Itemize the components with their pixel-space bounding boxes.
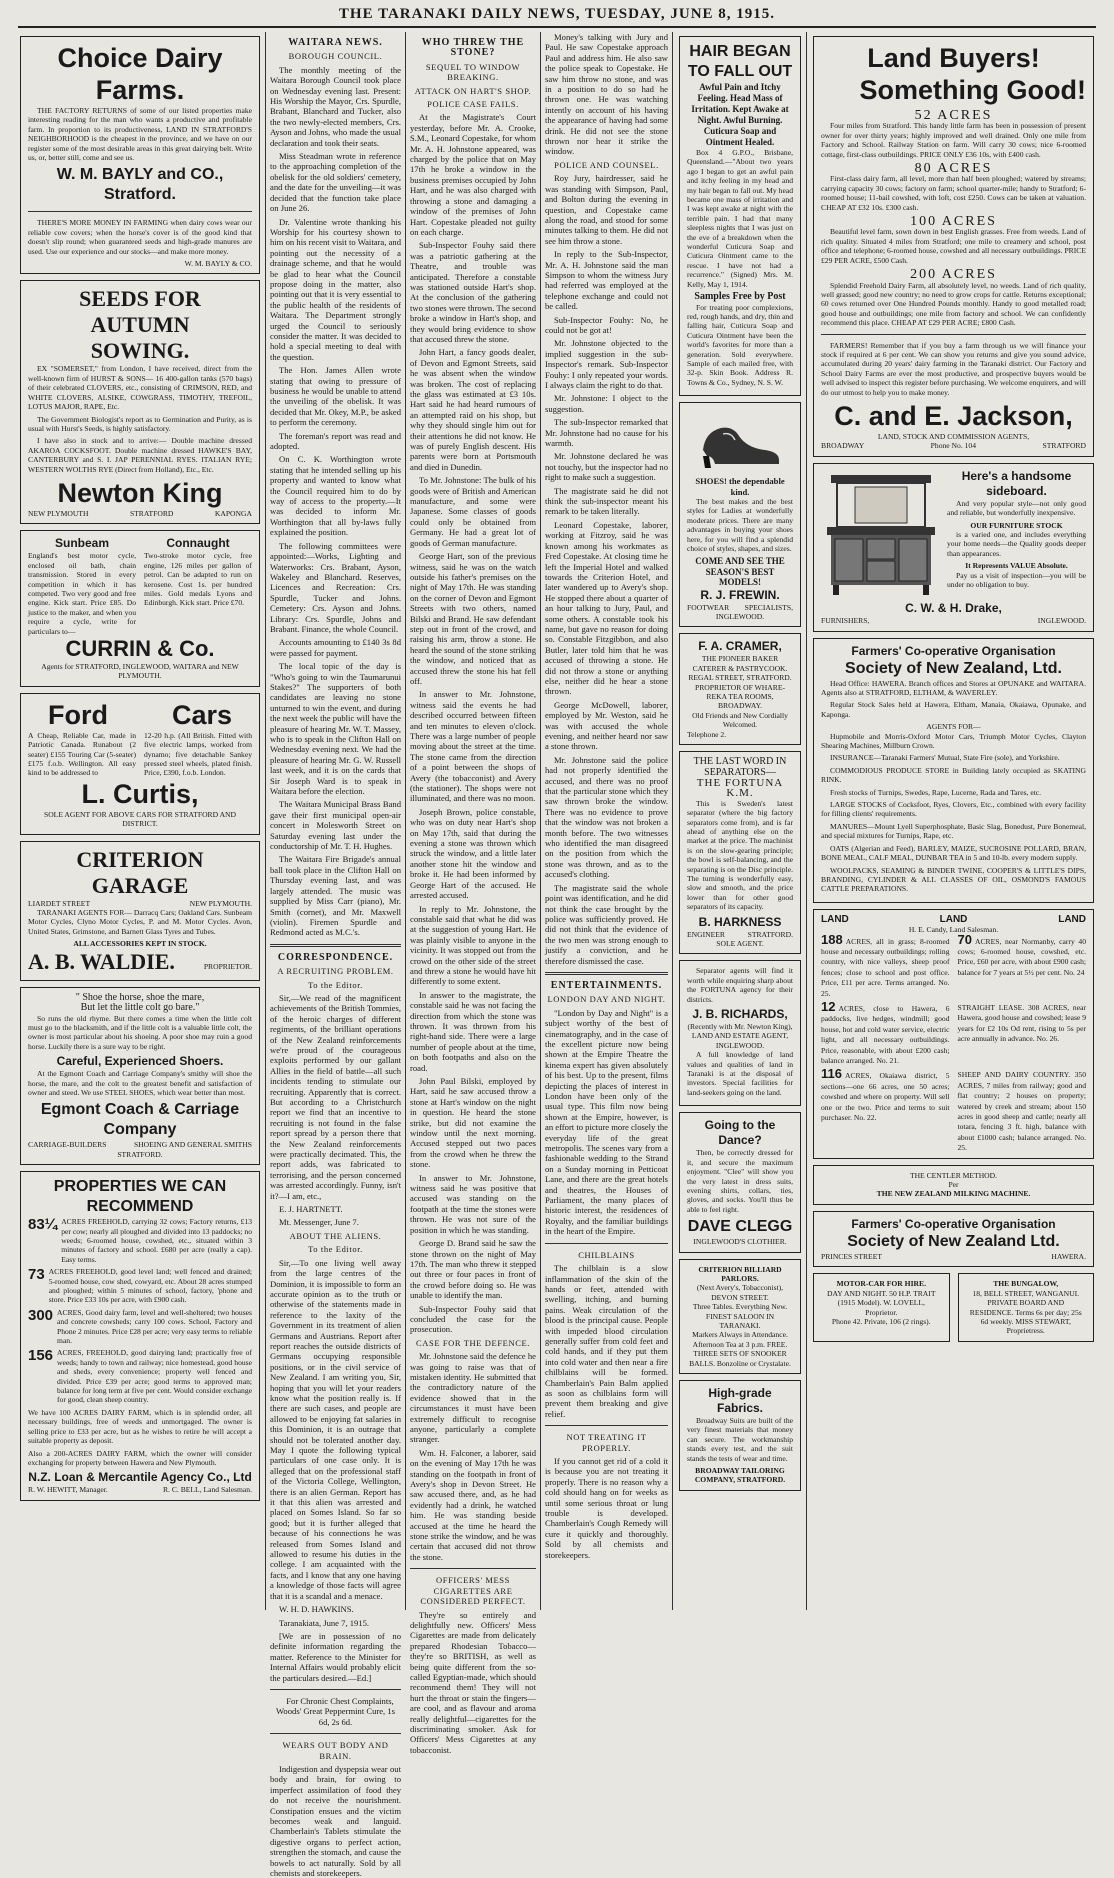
paragraph: George D. Brand said he saw the stone thrown on the night of May 17th. The man who threw it stepped out three or four paces in front of the crowd before doing so. He was unable to identify the man. xyxy=(410,1238,536,1301)
ad-title: SOWING. xyxy=(90,338,190,364)
ad-candy-land xyxy=(813,909,1094,1159)
ad-body: TARANAKI AGENTS FOR— Darracq Cars; Oakland Cars. Sunbeam Motor Cycles, Clyno Motor Cycles, P. and M. Motor Cycles. Avon, United States, Grimstone, and Barnett Glass Tyres and Tubes. xyxy=(28,908,252,936)
tag: CARRIAGE-BUILDERS xyxy=(28,1140,107,1150)
paragraph: Money's talking with Jury and Paul. He saw Copestake approach Paul and address him. He also saw the police speak to Copestake. He saw him throw no stone, and was in a position to do so had he thrown one. He was watching intently on account of his having the appearance of having had some drink. He did not see the stone thrown nor hear it strike the window. xyxy=(545,32,668,157)
ad-title: THE BUNGALOW, xyxy=(993,1279,1059,1289)
ad-stock: ALL ACCESSORIES KEPT IN STOCK. xyxy=(73,939,207,949)
paragraph: In reply to Mr. Johnstone, the constable said that what he did was at the suggestion of young Hart. He was plainly visible to anyone in the vicinity. It was stopped out from the crowd on the other side of the street and threw a stone he would have hit differently to some extent. xyxy=(410,903,536,987)
land-acres: 70 xyxy=(957,931,972,947)
ad-sign: W. M. BAYLY & CO. xyxy=(184,259,252,269)
ad-title: TO FALL OUT xyxy=(687,63,793,80)
article-body xyxy=(545,32,668,157)
paragraph: The monthly meeting of the Waitara Borough Council took place on Wednesday evening last. Present: His Worship the Mayor, Crs. Spurdle, Brabant, Blanchard and Tucker, also the two newly-elected members, Crs. Ayson and Johns, who made the usual declaration and took their seats. xyxy=(270,64,401,148)
ad-body: For treating poor complexions, red, rough hands, and dry, thin and falling hair, Cuticura Soap and Cuticura Ointment have been the world's favorites for more than a generation. Sold everywhere. Sample of each mailed free, with 32-p. Skin Book. Address R. Towns & Co., Sydney, N. S. W. xyxy=(687,302,793,387)
column-6 xyxy=(811,32,1096,1610)
ad-body: The best makes and the best styles for Ladies at wonderfully moderate prices. There are many advantages in buying your shoes here, for you will find a splendid choice of styles, shapes, and sizes. xyxy=(687,496,793,553)
paragraph: Roy Jury, hairdresser, said he was standing with Simpson, Paul, and Bolton during the evening in question, and Copestake came along the road, and stood for some minutes talking to them. He did not see him throw a stone. xyxy=(545,173,668,246)
ad-body: 12-20 h.p. (All British. Fitted with five electric lamps, worked from dynamo; five detachable Sankey pressed steel wheels, plated finish. Price, £390, f.o.b. London. xyxy=(144,730,252,778)
paragraph: WOOLPACKS, SEAMING & BINDER TWINE, COOPER'S & LITTLE'S DIPS, BRANDING, CYLINDER & ALL CLASSES OF OIL, OSMOND'S FAMOUS CATTLE PREPARATIONS. xyxy=(821,865,1086,894)
ad-title: Farmers' Co-operative Organisation xyxy=(851,1216,1056,1231)
agency-list xyxy=(821,732,1086,894)
paragraph: Sub-Inspector Fouhy said there was a patriotic gathering at the Theatre, and trouble was anticipated. Therefore a constable was stationed outside Hart's shop. At the conclusion of the gathering two stones were thrown. The second broke a window in Hart's shop, and they would bring evidence to show that accused threw the stone. xyxy=(410,240,536,344)
ad-body: This is Sweden's latest separator (where the big factory separators come from), and is far ahead of anything else on the market at the price. The machinist is on the slow-gearing principle; the bowl is self-balancing, and the separating is on the Disc principle. The turning is wonderfully easy, slow and smooth, and the price lower than for other good separators of its capacity. xyxy=(687,798,793,912)
paragraph: The magistrate said the whole point was identification, and he did not think the case brought by the police was sufficiently proved. He did not think that the evidence of the two men was strong enough to justify a conviction, and he therefore dismissed the case. xyxy=(545,882,668,966)
ad-phone: Phone 42. Private, 106 (2 rings). xyxy=(831,1316,931,1326)
farm-text: First-class dairy farm, all level, more than half been ploughed; watered by streams; carrying capacity 30 cows; factory on farm; school quarter-mile; handy to Stratford; 6-roomed house; 11-bail cowshed, with loft, cost £250. Cows can be taken at valuation. CHEAP AT £32 10s. £300 cash. xyxy=(821,174,1086,212)
ad-body: 18, BELL STREET, WANGANUI. PRIVATE BOARD AND RESIDENCE. Terms 6s per day; 25s 6d weekly. MISS STEWART, Proprietress. xyxy=(969,1288,1082,1336)
paragraph: INSURANCE—Taranaki Farmers' Mutual, State Fire (sole), and Yorkshire. xyxy=(830,753,1060,763)
land-acres: 116 xyxy=(821,1066,842,1082)
ad-firm: B. HARKNESS xyxy=(698,914,782,929)
ad-line: LAND AND ESTATE AGENT, INGLEWOOD. xyxy=(691,1031,789,1050)
paragraph: Mr. Johnstone said the police had not properly identified the accused, and there was no proof that the particular stone which they saw thrown broke the window. There was no evidence to prove that the window was not broken a month before. The two witnesses who identified the man disagreed on the position from which the stone was thrown, and as to the accused's clothing. xyxy=(545,754,668,880)
ad-body: Separator agents will find it worth while enquiring sharp about the FORTUNA agency for their districts. xyxy=(687,966,793,1004)
ad-body: DAY AND NIGHT. 50 H.P. TRAIT (1915 Model). W. LOVELL, Proprietor. xyxy=(827,1288,936,1317)
ad-firm: W. M. BAYLY and CO., Stratford. xyxy=(56,166,224,204)
paragraph: In answer to the magistrate, the constable said he was not facing the direction from which the stone was thrown. It was thrown from his right-hand side. There were a large number of people about at the time, on both footpaths and also on the road. xyxy=(410,989,536,1073)
ad-firm: DAVE CLEGG xyxy=(687,1218,793,1236)
paragraph: E. J. HARTNETT. xyxy=(279,1204,343,1215)
article-body xyxy=(410,112,536,1334)
paragraph: LARGE STOCKS of Cocksfoot, Ryes, Clovers, Etc., combined with every facility for filling clients' requirements. xyxy=(821,800,1086,819)
ad-bungalow xyxy=(958,1273,1095,1341)
farm-title: 100 ACRES xyxy=(910,214,997,230)
property-acres: 83¼ xyxy=(28,1216,58,1234)
ad-line: REGAL STREET, STRATFORD. xyxy=(688,673,792,683)
paragraph: OATS (Algerian and Feed), BARLEY, MAIZE, SUCROSINE POLLARD, BRAN, BONE MEAL, CALF MEAL, DUNBAR TEA in 5 and 10-lb. every modern supply. xyxy=(821,843,1086,863)
ad-line: (Recently with Mr. Newton King), xyxy=(687,1022,793,1032)
property-item xyxy=(28,1267,252,1305)
paragraph: At the Magistrate's Court yesterday, before Mr. A. Crooke, S.M., Leonard Copestake, for whom Mr. A. H. Johnstone appeared, was charged by the police that on May 17th he broke a window in the business premises occupied by John Hart, and he was also charged with throwing a stone and damaging a window of the premises of John Hart. Copestake pleaded not guilty on each charge. xyxy=(410,112,536,237)
ad-line: (Next Avery's, Tobacconist), xyxy=(696,1283,784,1293)
quote: But let the little colt go bare." xyxy=(80,1002,200,1014)
ad-body: And very popular style—not only good and reliable, but wonderfully inexpensive. xyxy=(947,498,1086,518)
ad-phone: Telephone 2. xyxy=(687,729,727,739)
ad-body: is a varied one, and includes everything your home needs—the Quality goods deeper than appearances. xyxy=(947,530,1086,558)
property-item xyxy=(28,1408,252,1446)
town: STRATFORD. xyxy=(747,929,793,939)
column-rule xyxy=(540,32,541,1610)
candy-list xyxy=(821,931,1086,1153)
article-body xyxy=(270,1258,401,1628)
farm-title: 200 ACRES xyxy=(910,267,997,283)
ad-body: Two-stroke motor cycle, free engine, 126 miles per gallon of petrol. Can be adapted to run on kerosene. Cost 1s. per hundred miles. Gold medals Lyons and Edinburgh. Kick start. Price £70. xyxy=(144,551,252,608)
ad-title: Going to the Dance? xyxy=(704,1118,776,1148)
land-item xyxy=(821,998,950,1065)
property-text: We have 100 ACRES DAIRY FARM, which is in splendid order, all necessary buildings, free of weeds and unmortgaged. The owner is selling price to £33 per acre, but as he wishes to retire he will accept a suitable property as deposit. xyxy=(28,1407,252,1446)
ad-title: Society of New Zealand Ltd. xyxy=(847,1232,1060,1250)
farm-title: 52 ACRES xyxy=(914,108,993,123)
paragraph: MANURES—Mount Lyell Superphosphate, Basic Slag, Bonedust, Pure Bonemeal, and special mixtures for Turnips, Rape, etc. xyxy=(821,821,1086,841)
ad-subtitle: AGENTS FOR— xyxy=(926,722,981,732)
section-subtitle: OFFICERS' MESS CIGARETTES ARE CONSIDERED PERFECT. xyxy=(420,1575,526,1607)
section-subtitle: LONDON DAY AND NIGHT. xyxy=(547,994,666,1005)
paragraph: Mr. Johnstone objected to the implied suggestion in the sub-Inspector's remark. Sub-Inspector Fouhy: I only repeated your words. I always claim the right to do that. xyxy=(545,338,668,390)
paragraph: Mr. Johnstone said the defence he was going to raise was that of mistaken identity. He submitted that the contradictory nature of the evidence showed that in the circumstances it must have been extremely difficult to recognise anyone, particularly a complete stranger. xyxy=(410,1351,536,1445)
ad-caption: SHOES! the dependable kind. xyxy=(695,476,785,497)
paragraph: Mt. Messenger, June 7. xyxy=(279,1217,359,1228)
town: INGLEWOOD. xyxy=(1037,616,1086,626)
to-editor: To the Editor. xyxy=(308,1244,363,1255)
article-body xyxy=(270,65,401,938)
town: STRATFORD. xyxy=(117,1149,163,1159)
cough-ad: For Chronic Chest Complaints, Woods' Great Peppermint Cure, 1s 6d, 2s 6d. xyxy=(276,1695,395,1727)
ad-line: Per xyxy=(948,1180,959,1190)
masthead-rule xyxy=(18,26,1096,28)
property-text: Also a 200-ACRES DAIRY FARM, which the owner will consider exchanging for property between Hawera and New Plymouth. xyxy=(28,1448,252,1467)
column-rule xyxy=(265,32,266,1610)
town: KAPONGA xyxy=(214,508,252,518)
column-rule xyxy=(405,32,406,1610)
ad-body: FARMERS! Remember that if you buy a farm through us we will finance your stock if required at 6 per cent. We can show you returns and give you sound advice, accumulated during 20 years' dairy farming in the Taranaki district. Our Factory and School Dairy Farms are ever the most productive, and prospective buyers would be well advised to inspect this register before purchasing. We welcome enquirers, and will do our utmost to help you to make money. xyxy=(821,340,1086,397)
ad-firm: Newton King xyxy=(57,477,223,508)
ad-title: Choice Dairy Farms. xyxy=(57,43,223,105)
ad-firm: J. B. RICHARDS, xyxy=(692,1007,788,1022)
property-text: ACRES, FREEHOLD, good dairying land; practically free of weeds; handy to town and railway; nice homestead, good house and sheds, every convenience; property well fenced and divided. Price £39 per acre; good terms to approved man; balance for long term at five per cent. Would consider exchange for good, clean sheep country. xyxy=(57,1348,252,1405)
land-acres: 188 xyxy=(821,931,843,947)
article-body: "London by Day and Night" is a subject worthy of the best of cinematography, and in the case of the excellent picture now being shown at the Empire Theatre the kinema expert has given absolutely of his best. Up to the present, films depicting the places of interest in London have been only of the usual type. This film now being shown at the Empire, however, is an effort to picture more closely the everyday life of the great metropolis. The scenes vary from a fashionable wedding to the Strand on a Sunday morning in Petticoat Lane, and there are the great hotels and theatres, the Houses of Parliament, the many places of historic interest, the residences of Royalty, and the familiar buildings in the heart of the Empire. xyxy=(545,1007,668,1237)
ad-title: PROPERTIES WE CAN RECOMMEND xyxy=(53,1178,227,1216)
ad-subtitle: Careful, Experienced Shoers. xyxy=(56,1054,224,1069)
paragraph: Accounts amounting to £140 3s 8d were passed for payment. xyxy=(270,637,401,658)
ad-title: CRITERION BILLIARD PARLORS. xyxy=(698,1264,782,1283)
land-label: LAND xyxy=(821,913,849,925)
ad-body: A full knowledge of land values and qualities of land in Taranaki is at the disposal of investors. Special facilities for land-seekers going on the land. xyxy=(687,1050,793,1097)
ad-frewin-shoes xyxy=(679,402,801,627)
section-subtitle: CASE FOR THE DEFENCE. xyxy=(416,1337,530,1348)
section-title: WHO THREW THE STONE? xyxy=(421,37,525,59)
paragraph: To Mr. Johnstone: The bulk of his goods were of British and American manufacture, and some were Japanese. Some classes of goods could only be obtained from Germany. He had a great lot of goods of German manufacture. xyxy=(410,475,536,548)
ad-title: CRITERION GARAGE xyxy=(76,846,204,898)
column-rule xyxy=(672,32,673,1610)
paragraph: John Paul Bilski, employed by Hart, said he saw accused throw a stone at Hart's window on the night in question. He heard the stone strike, but did not examine the window until the next morning. Accused stepped out two paces from the crowd when he threw the stone. xyxy=(410,1076,536,1170)
section-subtitle: ATTACK ON HART'S SHOP. xyxy=(414,85,532,96)
town: STRATFORD xyxy=(1042,441,1086,451)
ad-subtitle: OUR FURNITURE STOCK xyxy=(970,520,1063,530)
paragraph: Hupmobile and Morris-Oxford Motor Cars, Triumph Motor Cycles, Clayton Shearing Machines, Millburn Crown. xyxy=(821,731,1086,751)
ad-criterion-garage xyxy=(20,841,260,981)
column-2 xyxy=(270,32,401,1878)
street: BROADWAY xyxy=(821,441,865,451)
shoe-icon xyxy=(687,412,793,472)
property-item xyxy=(28,1217,252,1264)
section-title: WAITARA NEWS. xyxy=(288,37,383,48)
ad-title: Farmers' Co-operative Organisation xyxy=(851,643,1056,658)
ad-agent: SOLE AGENT FOR ABOVE CARS FOR STRATFORD AND DISTRICT. xyxy=(43,809,237,829)
ad-line: THREE SETS OF SNOOKER BALLS. Bonzoline or Crystalate. xyxy=(689,1349,791,1368)
paragraph: Sir,—We read of the magnificent achievements of the British Tommies, of the heroic charges of different regiments, of the brilliant operations of the New Zealand reinforcements we're proud of the courageous exploits performed by our gallant Allies in the field of battle—all such incidents tending to stimulate our recruiting. Apparently that is correct. But according to a Christchurch report we find that an incentive to recruiting is not found in the false report spread by a person there that the New Zealand reinforcements were practically decimated. This, the report adds, was fabricated to terrorising, and the person concerned was arrested accordingly. Funny, isn't it?—I am, etc., xyxy=(270,992,401,1201)
property-item xyxy=(28,1348,252,1404)
ad-farmers-coop xyxy=(813,638,1094,903)
paragraph: Joseph Brown, police constable, who was on duty near Hart's shop on May 17th, said that during the evening a stone was thrown which struck the window, and a little later another stone hit the window and broke it. He had been informed by George Hart of the accused. He arrested accused. xyxy=(410,806,536,901)
ad-title: Here's a handsome sideboard. xyxy=(961,468,1072,498)
tag: SPECIALISTS, xyxy=(744,602,793,612)
farm-text: Splendid Freehold Dairy Farm, all absolutely level, no weeds. Land of rich quality, well grassed; good new country; no need to grow crops for cattle. Returns exceptional; 60 cows returned over One Hundred Pounds monthly. Handy to good metalled road; good house and outbuildings; one mile from factory and school. We can confidently recommend this place. CHEAP AT £29 PER ACRE; £800 Cash. xyxy=(821,280,1086,328)
property-text: ACRES FREEHOLD, good level land; well fenced and drained; 5-roomed house, cow shed, cowyard, etc. About 28 acres stumped and ploughed; within 5 minutes of school, factory, 'phone and store. Price £33 10s per acre, with £900 cash. xyxy=(48,1267,252,1305)
land-item xyxy=(957,931,1087,998)
ad-ford-cars xyxy=(20,693,260,835)
column-4 xyxy=(545,32,668,1610)
property-item xyxy=(28,1308,252,1346)
ad-title: Land Buyers! xyxy=(867,43,1040,73)
land-text: SHEEP AND DAIRY COUNTRY. 350 ACRES, 7 miles from railway; good and flat country; 2 houses on property; watered by creek and stream; about 150 acres in good sheep and cattle; nearly all totara, fencing 3 ft. high, balance with about £1000 cash; balance arranged. No. 25. xyxy=(957,1070,1086,1153)
land-text: ACRES, near Normanby, carry 40 cows; 6-roomed house, cowshed, etc. Price, £60 per acre, with about £900 cash; balance for 7 years at 5½ per cent. No. 24 xyxy=(957,936,1086,977)
ad-body: Regular Stock Sales held at Hawera, Eltham, Manaia, Okaiawa, Opunake, and Kaponga. xyxy=(821,700,1086,719)
ad-title: Society of New Zealand, Ltd. xyxy=(845,659,1062,677)
paragraph: Taranakiata, June 7, 1915. xyxy=(279,1617,370,1628)
section-subtitle: CHILBLAINS xyxy=(578,1249,635,1260)
section-subtitle: BOROUGH COUNCIL. xyxy=(288,51,383,62)
tag: SHOEING AND GENERAL SMITHS xyxy=(133,1140,252,1150)
paragraph: Wm. H. Falconer, a laborer, said on the evening of May 17th he was standing on the footpath in front of Avery's shop in Devon Street. He saw accused there, and, as he had evidently had a drink, he watched him. He was standing beside accused at the time he heard the stone strike the window, and he was certain that accused did not throw the stone. xyxy=(410,1447,536,1562)
ad-title: Connaught xyxy=(166,536,230,551)
ad-firm: C. W. & H. Drake, xyxy=(905,601,1002,616)
paragraph: Mr. Johnstone: I object to the suggestion. xyxy=(545,393,668,414)
ad-line: FINEST SALOON IN TARANAKI. xyxy=(705,1311,775,1330)
article-body: The chilblain is a slow inflammation of the skin of the hands or feet, attended with swelling, itching, and burning pains. Weak circulation of the blood is the principal cause. People with impeded blood circulation generally suffer from cold feet and cold hands, and if they put them into cold water and then near a fire chilblains will be formed. Chamberlain's Pain Balm applied as soon as chilblains form will prevent them breaking and give relief. xyxy=(545,1263,668,1419)
paragraph: Fresh stocks of Turnips, Swedes, Rape, Lucerne, Rada and Tares, etc. xyxy=(830,787,1042,797)
column-rule xyxy=(806,32,807,1610)
paragraph: In answer to Mr. Johnstone, witness said he was positive that accused was standing on the footpath at the time the stones were thrown. He was not sure of the position in which he was standing. xyxy=(410,1172,536,1235)
town: INGLEWOOD. xyxy=(715,612,765,622)
editor-note: [We are in possession of no definite information regarding the matter. Reference to the Minister for Internal Affairs would probably elicit the particulars desired.—Ed.] xyxy=(270,1630,401,1683)
ad-broadway-tailoring xyxy=(679,1380,801,1491)
ad-title: HAIR BEGAN xyxy=(689,43,791,60)
paragraph: Miss Steadman wrote in reference to the approaching completion of the obelisk for the old soldiers' cemetery, and the date for the unveiling—it was decided that the function take place on June 26. xyxy=(270,151,401,214)
paragraph: Dr. Valentine wrote thanking his Worship for his courtesy shown to him on his recent visit to Waitara, and pointing out the necessity of a drainage scheme, and that he would be glad to hear what the Council propose doing in the matter, also pointing out that it is very essential to the public health of the residents of Waitara. The Department strongly urged the Council to seriously consider the matter. It was decided to hold a special meeting to deal with the question. xyxy=(270,216,401,362)
ad-line: Afternoon Tea at 3 p.m. FREE. xyxy=(692,1339,788,1349)
section-subtitle: A RECRUITING PROBLEM. xyxy=(277,966,394,977)
ad-agent: SOLE AGENT. xyxy=(716,939,764,948)
ad-title: MOTOR-CAR FOR HIRE. xyxy=(836,1279,926,1289)
ad-title: THE LAST WORD IN xyxy=(693,756,787,768)
ad-drake-sideboard xyxy=(813,463,1094,632)
farm-text: Beautiful level farm, sown down in best English grasses. Free from weeds. Land of rich quality. Situated 4 miles from Stratford; one mile to creamery and school, post office and telephone; 6-roomed house, cowshed and all necessary outbuildings. PRICE £29 PER ACRE, £500 Cash. xyxy=(821,227,1086,265)
ad-farmers-coop-2 xyxy=(813,1211,1094,1267)
street: PRINCES STREET xyxy=(821,1251,882,1261)
salesman: R. C. BELL, Land Salesman. xyxy=(162,1485,252,1495)
article-body xyxy=(270,993,401,1228)
land-text: ACRES, Okaiawa district, 5 sections—one 66 acres, one 50 acres; cowshed and where on property. Will sell one or the two. Price and terms to suit purchaser. No. 22. xyxy=(821,1071,950,1123)
ad-cramer xyxy=(679,633,801,745)
ad-title: High-grade Fabrics. xyxy=(708,1386,772,1415)
paragraph: Sub-Inspector Fouhy said that concluded the case for the prosecution. xyxy=(410,1303,536,1335)
ad-firm: C. and E. Jackson, xyxy=(834,400,1073,431)
manager: R. W. HEWITT, Manager. xyxy=(28,1485,108,1495)
ad-body: THERE'S MORE MONEY IN FARMING when dairy cows wear our reliable cow covers; when the horse's cover is of the good kind that doesn't slip round; when guaranteed seeds and high-grade manures are used. Use our experience and our stocks—and make more money. xyxy=(28,218,252,256)
ad-call: COME AND SEE THE SEASON'S BEST MODELS! xyxy=(695,556,785,588)
column-3 xyxy=(410,32,536,1755)
farm-text: Four miles from Stratford. This handy little farm has been in possession of present owner for over thirty years; highly improved and well drained. Only one mile from Factory and School. Railway Station on farm. Will carry 30 cows; nice 6-roomed cottage, first-class outbuildings. PRICE ONLY £36 10s, with £400 cash. xyxy=(821,121,1086,159)
ad-line: THE NEW ZEALAND MILKING MACHINE. xyxy=(876,1189,1031,1199)
paragraph: The following committees were appointed:—Works, Lighting and Waterworks: Crs. Brabant, Ayson, Wakeley and Blanchard. Reserves, Licences and Recreation: Crs. Spurdle, Tucker and Johns. Cemetery: Crs. Ayson and Johns. Library: Crs. Spurdle, Johns and Brabant. Finance, the whole Council. xyxy=(270,540,401,634)
farm-title: 80 ACRES xyxy=(914,161,993,177)
ad-milking-machine xyxy=(813,1165,1094,1205)
paragraph: The local topic of the day is "Who's going to win the Taumarunui Stakes?" The supporters of both candidates are leaving no stone unturned to win the event, and during the next week the public will have the pleasure of hearing Mr. W. T. Massey, who is to speak in the Clifton Hall on Wednesday evening next. We had the pleasure of hearing Mr. G. W. Russell last week, and it is on the cards that Sir Joseph Ward is to speak in Waitara before the election. xyxy=(270,661,401,797)
section-title: CORRESPONDENCE. xyxy=(277,951,394,963)
section-subtitle: SEQUEL TO WINDOW BREAKING. xyxy=(425,61,521,83)
section-subtitle: WEARS OUT BODY AND BRAIN. xyxy=(282,1740,389,1761)
property-item xyxy=(28,1449,252,1468)
phone: Phone No. 104 xyxy=(930,441,977,451)
ad-clegg xyxy=(679,1112,801,1252)
ad-richards xyxy=(679,960,801,1106)
ad-seeds xyxy=(20,280,260,524)
ad-title: THE FORTUNA K.M. xyxy=(696,776,784,800)
land-item xyxy=(821,1066,950,1152)
tag: FURNISHERS, xyxy=(821,616,870,626)
section-subtitle: POLICE AND COUNSEL. xyxy=(554,159,659,170)
paragraph: Sir,—To one living well away from the large centres of the Dominion, it is impossible to form an accurate opinion as to the truth or otherwise of the statements made in reference to the laxity of the Government in its treatment of alien Germans and Austrians. Report after report reaches the outside districts of Germans occupying responsible positions, or in the civil service of New Zealand. I am writing you, Sir, hoping that you will let your readers know what the position really is. If there are such cases, and people are allowed to be enjoying fat salaries in this Dominion, it is an outrage that should not be tolerated another day. May I quote the following typical particulars of one case only. It is alleged that on the professional staff of the Victoria College, Wellington, there is an alien German. Report has it that this alien was arrested and placed on Somes Island. So far so good; but it is further alleged that because of his connections he was released from Somes Island and allowed to resume his duties in the college. I am acquainted with the facts, and I know that any one having a knowledge of those facts will agree that it is a scandal and a menace. xyxy=(270,1257,401,1601)
land-acres: 12 xyxy=(821,998,836,1014)
property-acres: 156 xyxy=(28,1347,54,1365)
ad-body: I have also in stock and to arrive:— Double machine dressed AKAROA COCKSFOOT. Double machine dressed HAWKE'S BAY, CANTERBURY and S. I. JAP PERENNIAL RYES. ITALIAN RYE; WESTERN WOLTHS RYE (Direct from Holland), Etc., Etc. xyxy=(28,436,252,474)
column-1 xyxy=(18,32,262,1610)
land-item xyxy=(958,1069,1087,1152)
ad-line: PROPRIETOR OF WHARE-REKA TEA ROOMS, BROADWAY. xyxy=(694,682,785,711)
land-text: ACRES, close to Hawera, 6 paddocks, live hedges, windmill; good house, hot and cold water service, electric light, and all necessary outbuildings. Price, reasonable, with about £200 cash; balance arranged. No. 21. xyxy=(821,1003,950,1065)
masthead: THE TARANAKI DAILY NEWS, TUESDAY, JUNE 8, 1915. xyxy=(338,6,776,22)
to-editor: To the Editor. xyxy=(308,979,363,990)
ad-subtitle: It Represents VALUE Absolute. xyxy=(965,561,1068,571)
ad-title: Something Good! xyxy=(859,75,1086,105)
ad-agents: Agents for STRATFORD, INGLEWOOD, WAITARA and NEW PLYMOUTH. xyxy=(41,662,239,681)
ad-subtitle: Samples Free by Post xyxy=(694,291,786,303)
ad-motor-cycles xyxy=(20,530,260,686)
paragraph: John Hart, a fancy goods dealer, of Devon and Egmont Streets, said he was absent when the window was broken. The cost of replacing the glass was estimated at £3 10s. Hart said he had heard rumours of an attempted raid on his shop, but why they should single him out for their attentions he did not know. He was of purely English descent. His parents were born at Portsmouth and died in Dunedin. xyxy=(410,347,536,472)
ad-land-buyers xyxy=(813,36,1094,457)
ad-line: THE PIONEER BAKER CATERER & PASTRYCOOK. xyxy=(692,654,788,673)
paragraph: The Hon. James Allen wrote stating that owing to pressure of business he would be unable to attend the unveiling of the obelisk. It was decided that Mr. Okey, M.P., be asked to perform the ceremony. xyxy=(270,365,401,428)
ad-body: Box 4 G.P.O., Brisbane, Queensland.—"About two years ago I began to get an awful pain and itchy feeling in my head and my hair began to fall out. My head became one mass of irritation and I was kept awake at night with the terrible pain. I had that many sleepless nights that I was just on the eve of a breakdown when the wonderful Cuticura Soap and Cuticura Ointment came to the rescue. I have not had a recurrence." (Signed) Mrs. M. Kelly, May 1, 1914. xyxy=(687,148,793,289)
property-acres: 73 xyxy=(28,1266,45,1284)
ad-cuticura xyxy=(679,36,801,396)
ad-title: Ford xyxy=(48,699,108,730)
ad-body: England's best motor cycle, enclosed oil bath, chain transmission. Stored in every competition in which it has competed. Two very good and free engine. Kick start. Price £85. Do justice to the maker, and when you require a cycle, write for particulars to— xyxy=(28,551,136,636)
property-text: ACRES, Good dairy farm, level and well-sheltered; two houses and concrete cowsheds; carry 100 cows. School, Factory and Phone 2 minutes. Price £28 per acre; very easy terms to reliable man. xyxy=(57,1307,252,1346)
ad-body: Head Office: HAWERA. Branch offices and Stores at OPUNAKE and WAITARA. Agents also at STRATFORD, ELTHAM, & WAVERLEY. xyxy=(821,678,1086,697)
column-5 xyxy=(677,32,803,1610)
ad-egmont-coach xyxy=(20,987,260,1165)
paragraph: Sub-Inspector Fouhy: No, he could not be got at! xyxy=(545,314,668,335)
land-item xyxy=(958,1002,1087,1065)
ad-billiards xyxy=(679,1259,801,1374)
ad-body: Then, be correctly dressed for it, and secure the maximum enjoyment. "Clee" will show you the very latest in dress suits, evening shirts, collars, ties, gloves, and socks. You'll thus be able to feel right. xyxy=(687,1148,793,1214)
ad-body: So runs the old rhyme. But there comes a time when the little colt must go to the blacksmith, and if the little colt is a valuable little colt, the owner is most particular about his shoeing. A poor shoe may ruin a good horse. Luckily there is a sure way to be right. xyxy=(28,1013,252,1051)
sideboard-icon xyxy=(821,469,941,601)
article-body: They're so entirely and delightfully new. Officers' Mess Cigarettes are made from delicately prepared Rhodesian Tobacco—they're so BRITISH, as well as being quite different from the so-called Egyptian-made, which should recommend them! They will not hurt the throat or stain the fingers—are cool, and as flavour and aroma really delightful—cigarettes for the discriminating smoker. Ask for Officers' Mess Cigarettes at any tobacconist. xyxy=(410,1609,536,1755)
ad-title: SEEDS FOR AUTUMN xyxy=(79,286,201,338)
ad-fortuna xyxy=(679,751,801,954)
ad-note: The Government Biologist's report as to Germination and Purity, as is usual with Hurst's Seeds, is highly satisfactory. xyxy=(28,414,252,433)
town: HAWERA. xyxy=(1051,1251,1086,1261)
ad-role: PROPRIETOR. xyxy=(203,961,252,971)
paragraph: The magistrate said he did not think the sub-inspector meant his remark to be taken literally. xyxy=(545,485,668,517)
land-text: ACRES, all in grass; 8-roomed house and necessary outbuildings; rolling country, with nice valleys, sheep proof fences; close to school and post office. Price, £11 per acre. Terms arranged. No. 25. xyxy=(821,936,950,998)
paragraph: COMMODIOUS PRODUCE STORE in Building lately occupied as SKATING RINK. xyxy=(821,765,1086,785)
paragraph: Leonard Copestake, laborer, working at Fitzroy, said he was known among his workmates as Fred Copestake. At closing time he left the Imperial Hotel and walked towards the Criterion Hotel, and later wandered up to Avery's shop. He stopped there about a quarter of an hour talking to Jury, Paul, and some others. A constable took his name, but gave no reason for doing so. Constable Fitzgibbon, and also Butler, later told him that he was accused of throwing a stone. He did not throw a stone or anything else, neither did he hear a stone thrown. xyxy=(545,519,668,697)
paragraph: In reply to the Sub-Inspector, Mr. A. H. Johnstone said the man Simpson to whom the witness Jury had referred was employed at the telephone exchange and could not be called. xyxy=(545,249,668,312)
ad-line: INGLEWOOD'S CLOTHIER. xyxy=(693,1237,787,1247)
ad-line: Markers Always in Attendance. xyxy=(692,1330,788,1340)
ad-properties xyxy=(20,1171,260,1501)
section-title: ENTERTAINMENTS. xyxy=(550,979,663,991)
paragraph: The foreman's report was read and adopted. xyxy=(270,430,401,452)
ad-firm: Egmont Coach & Carriage Company xyxy=(40,1101,240,1139)
ad-motor-car xyxy=(813,1273,950,1341)
paragraph: George McDowell, laborer, employed by Mr. Weston, said he was with accused the whole evening, and neither heard nor saw a stone thrown. xyxy=(545,699,668,752)
ad-title: Sunbeam xyxy=(54,536,109,551)
street: LIARDET STREET xyxy=(28,898,91,908)
ad-body: EX "SOMERSET," from London, I have received, direct from the well-known firm of HURST & SONS— 16 400-gallon tanks (570 bags) of their celebrated CLOVERS, etc., consisting of CRIMSON, RED, and WHITE CLOVERS, ALSIKE, COWGRASS, TIMOTHY, TREFOIL, LOTUS MAJOR, RAPE, Etc. xyxy=(28,364,252,412)
ad-choice-dairy-farms xyxy=(20,36,260,274)
paragraph: George Hart, son of the previous witness, said he was on the watch outside his father's premises on the night of May 17th. He was standing on the corner of Devon and Egmont Streets with two others, named Bilski and Brand. He saw defendant step out in front of the crowd, and raising his arm, throw a stone. He heard the sound of the stone striking the window, and noticed that as accused threw the stone his hat fell off. xyxy=(410,551,536,686)
quote: " Shoe the horse, shoe the mare, xyxy=(75,991,205,1003)
property-list xyxy=(28,1217,252,1467)
ad-firm: BROADWAY TAILORING COMPANY, STRATFORD. xyxy=(694,1466,786,1485)
tag: ENGINEER xyxy=(687,929,725,939)
ad-body: At the Egmont Coach and Carriage Company's smithy will shoe the horse, the mare, and the colt to the greatest benefit and satisfaction of owner and steed. We use STEEL SHOES, which wear better than most. xyxy=(28,1069,252,1097)
property-acres: 300 xyxy=(28,1306,54,1324)
article-body xyxy=(545,173,668,966)
ad-body: Broadway Suits are built of the very finest materials that money can secure. The workmanship stands every test, and the suit stands the tests of wear and time. xyxy=(687,1416,793,1463)
ad-body: Pay us a visit of inspection—you will be under no obligation to buy. xyxy=(947,570,1086,590)
town: NEW PLYMOUTH xyxy=(28,508,89,518)
ad-lead: Awful Pain and Itchy Feeling. Head Mass of Irritation. Kept Awake at Night. Awful Burning. Cuticura Soap and Ointment Healed. xyxy=(691,82,789,147)
farm-list xyxy=(821,108,1086,328)
ad-line: THE CENTLER METHOD. xyxy=(909,1170,998,1180)
ad-line: Old Friends and New Cordially Welcomed. xyxy=(692,710,788,730)
article-body: If you cannot get rid of a cold it is because you are not treating it properly. There is no reason why a cold should hang on for weeks as until some serious throat or lung trouble is developed. Chamberlain's Cough Remedy will cure it quickly and thoroughly. Sold by all chemists and storekeepers. xyxy=(545,1456,668,1560)
ad-line: DEVON STREET. xyxy=(711,1292,769,1302)
paragraph: The Waitara Municipal Brass Band gave their first municipal open-air concert in Molesworth Street on Saturday evening last under the conductorship of Mr. T. H. Hughes. xyxy=(270,799,401,852)
paragraph: The Waitara Fire Brigade's annual ball took place in the Clifton Hall on Thursday evening last, and was largely attended. The music was supplied by Miss Carr (piano), Mr. Smith (cornet), and Mr. Maxwell (violin). Firemen Spurdle and Redmond acted as M.C.'s. xyxy=(270,854,401,938)
land-item xyxy=(821,931,950,998)
article-body: Indigestion and dyspepsia wear out body and brain, for owing to imperfect assimilation of food they do not receive the nourishment. Constipation ensues and the victim becomes weak and languid. Chamberlain's Tablets stimulate the digestive organs to perfect action, strengthen the stomach, and cause the bowels to act naturally. Sold by all chemists and storekeepers. xyxy=(270,1763,401,1878)
ad-firm: CURRIN & Co. xyxy=(65,636,215,661)
section-subtitle: POLICE CASE FAILS. xyxy=(427,99,519,110)
ad-line: Three Tables. Everything New. xyxy=(692,1302,788,1312)
article-body xyxy=(410,1351,536,1562)
section-subtitle: NOT TREATING IT PROPERLY. xyxy=(566,1432,647,1453)
ad-firm: L. Curtis, xyxy=(81,778,199,809)
property-text: ACRES FREEHOLD, carrying 32 cows; Factory returns, £13 per cow; nearly all ploughed and divided into 13 paddocks; no weeds; 6-roomed house, cowshed, etc., situated within 3 minutes of factory and school. £680 per acre (really a cap). Easy terms. xyxy=(61,1217,252,1264)
paragraph: In answer to Mr. Johnstone, witness said the events he had described occurred between fifteen and ten minutes to eleven o'clock. There was a large number of people moving about the street at the time. The stone came from the direction of a point between the shops of Avery (the tobacconist) and Avery (the stationer). The shops were not illuminated, and there was no moon. xyxy=(410,689,536,804)
town: STRATFORD xyxy=(129,508,174,518)
ad-title: Cars xyxy=(171,699,232,730)
ad-firm: F. A. CRAMER, xyxy=(698,639,782,654)
ad-body: A Cheap, Reliable Car, made in Patriotic Canada. Runabout (2 seater) £155 Touring Car (5-seater) £175 f.o.b. Wellington. All easy kind to be addressed to xyxy=(28,730,136,778)
ad-line: LAND, STOCK AND COMMISSION AGENTS, xyxy=(877,431,1030,441)
land-label: LAND xyxy=(939,913,968,925)
paragraph: The sub-Inspector remarked that Mr. Johnstone had no cause for his warmth. xyxy=(545,417,668,449)
ad-firm: N.Z. Loan & Mercantile Agency Co., Ltd xyxy=(28,1470,252,1485)
land-label: LAND xyxy=(1058,913,1086,925)
ad-firm: A. B. WALDIE. xyxy=(28,948,175,974)
paragraph: Mr. Johnstone declared he was not touchy, but the inspector had no right to make such a suggestion. xyxy=(545,451,668,483)
ad-body: THE FACTORY RETURNS of some of our listed properties make interesting reading for the man who wants a productive and profitable farm. In proportion to its productiveness, LAND IN STRATFORD'S NEIGHBORHOOD is the cheapest in the province, and we have on our register some of the most desirable areas in this great dairying belt. Write us, or, better still, come and see us. xyxy=(28,106,252,163)
ad-firm: H. E. Candy, Land Salesman. xyxy=(908,925,999,935)
ad-firm: R. J. FREWIN. xyxy=(700,587,780,602)
town: NEW PLYMOUTH. xyxy=(189,898,252,908)
paragraph: W. H. D. HAWKINS. xyxy=(279,1604,354,1615)
land-text: STRAIGHT LEASE. 308 ACRES, near Hawera, good house and cowshed; lease 9 years for £2 10s Od rent, rising to 5s per acre annually in advance. No. 26. xyxy=(957,1002,1086,1044)
ad-title: SEPARATORS— xyxy=(704,766,776,778)
tag: FOOTWEAR xyxy=(687,602,730,612)
paragraph: On C. K. Worthington wrote stating that he intended selling up his property and wanted to know what the Council required him to do by way of access to the property.—It was decided to inform Mr. Worthington that all by-laws fully explained the position. xyxy=(270,454,401,538)
section-subtitle: ABOUT THE ALIENS. xyxy=(289,1230,382,1241)
